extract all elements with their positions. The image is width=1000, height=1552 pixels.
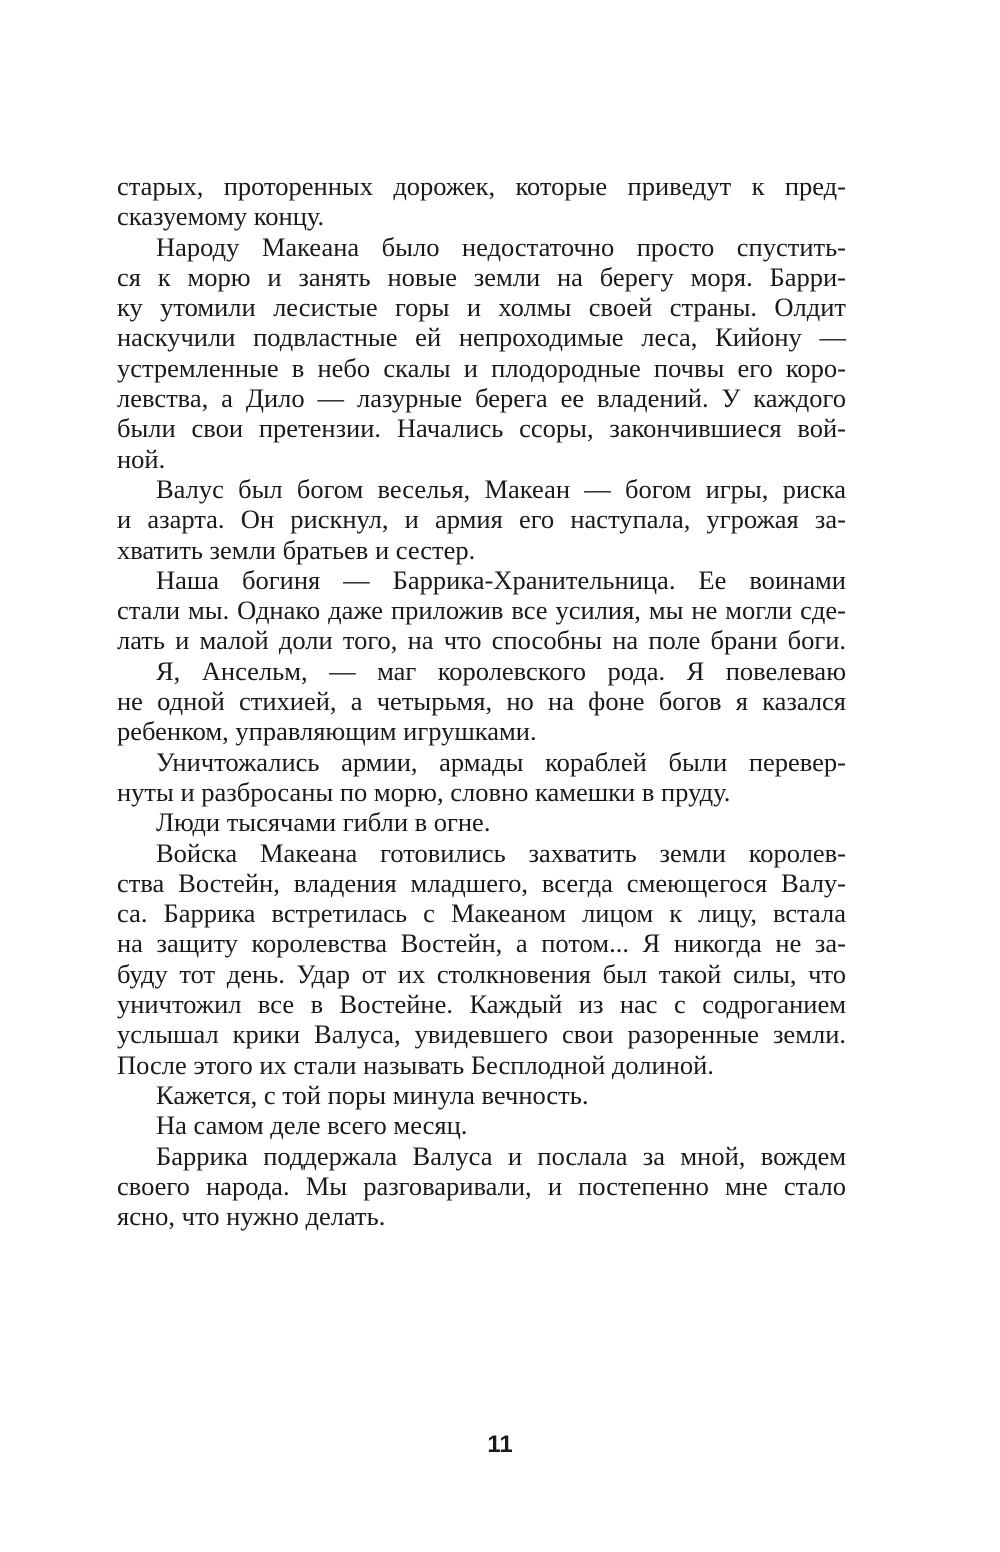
text-line: ства Востейн, владения младшего, всегда смеющегося Валу-	[117, 867, 846, 898]
text-line: нуты и разбросаны по морю, словно камешки в пруду.	[117, 776, 731, 807]
text-line: старых, проторенных дорожек, которые приведут к пред-	[117, 171, 846, 201]
paragraph-start-line: Войска Макеана готовились захватить земли королев-	[156, 837, 846, 868]
text-line: ку утомили лесистые горы и холмы своей страны. Олдит	[117, 292, 846, 323]
paragraph-start-line: Уничтожались армии, армады кораблей были перевер-	[156, 746, 846, 777]
paragraph-start-line: Баррика поддержала Валуса и послала за мной, вождем	[156, 1140, 846, 1171]
paragraph-start-line: Народу Макеана было недостаточно просто спустить-	[156, 231, 846, 262]
paragraph-start-line: Я, Ансельм, — маг королевского рода. Я повелеваю	[156, 655, 846, 686]
text-line: са. Баррика встретилась с Макеаном лицом к лицу, встала	[117, 898, 846, 929]
paragraph-start-line: Люди тысячами гибли в огне.	[156, 807, 491, 838]
text-line: сказуемому концу.	[117, 201, 325, 232]
text-line: стали мы. Однако даже приложив все усилия, мы не могли сде-	[117, 595, 846, 626]
text-line: и азарта. Он рискнул, и армия его наступала, угрожая за-	[117, 504, 846, 535]
text-line: ясно, что нужно делать.	[117, 1201, 386, 1232]
text-line: После этого их стали называть Бесплодной долиной.	[117, 1049, 714, 1080]
text-line: левства, а Дило — лазурные берега ее владений. У каждого	[117, 383, 846, 414]
text-line: устремленные в небо скалы и плодородные почвы его коро-	[117, 352, 846, 383]
text-line: уничтожил все в Востейне. Каждый из нас с содроганием	[117, 989, 846, 1020]
page-number: 11	[487, 1431, 513, 1458]
text-line: не одной стихией, а четырьмя, но на фоне богов я казался	[117, 686, 846, 717]
text-line: ной.	[117, 443, 166, 474]
text-line: лать и малой доли того, на что способны на поле брани боги.	[117, 625, 846, 656]
text-line: ребенком, управляющим игрушками.	[117, 716, 537, 747]
text-line: своего народа. Мы разговаривали, и постепенно мне стало	[117, 1170, 846, 1201]
paragraph-start-line: Валус был богом веселья, Макеан — богом игры, риска	[156, 473, 846, 504]
text-line: буду тот день. Удар от их столкновения был такой силы, что	[117, 958, 846, 989]
paragraph-start-line: Наша богиня — Баррика-Хранительница. Ее воинами	[156, 564, 846, 595]
text-line: были свои претензии. Начались ссоры, закончившиеся вой-	[117, 413, 846, 444]
body-text	[117, 171, 846, 1231]
text-line: хватить земли братьев и сестер.	[117, 534, 476, 565]
text-line: наскучили подвластные ей непроходимые леса, Кийону —	[117, 322, 846, 353]
text-line: на защиту королевства Востейн, а потом... Я никогда не за-	[117, 928, 846, 959]
paragraph-start-line: Кажется, с той поры минула вечность.	[156, 1079, 589, 1110]
paragraph-start-line: На самом деле всего месяц.	[156, 1110, 468, 1141]
text-line: ся к морю и занять новые земли на берегу моря. Барри-	[117, 261, 846, 292]
text-line: услышал крики Валуса, увидевшего свои разоренные земли.	[117, 1019, 846, 1050]
